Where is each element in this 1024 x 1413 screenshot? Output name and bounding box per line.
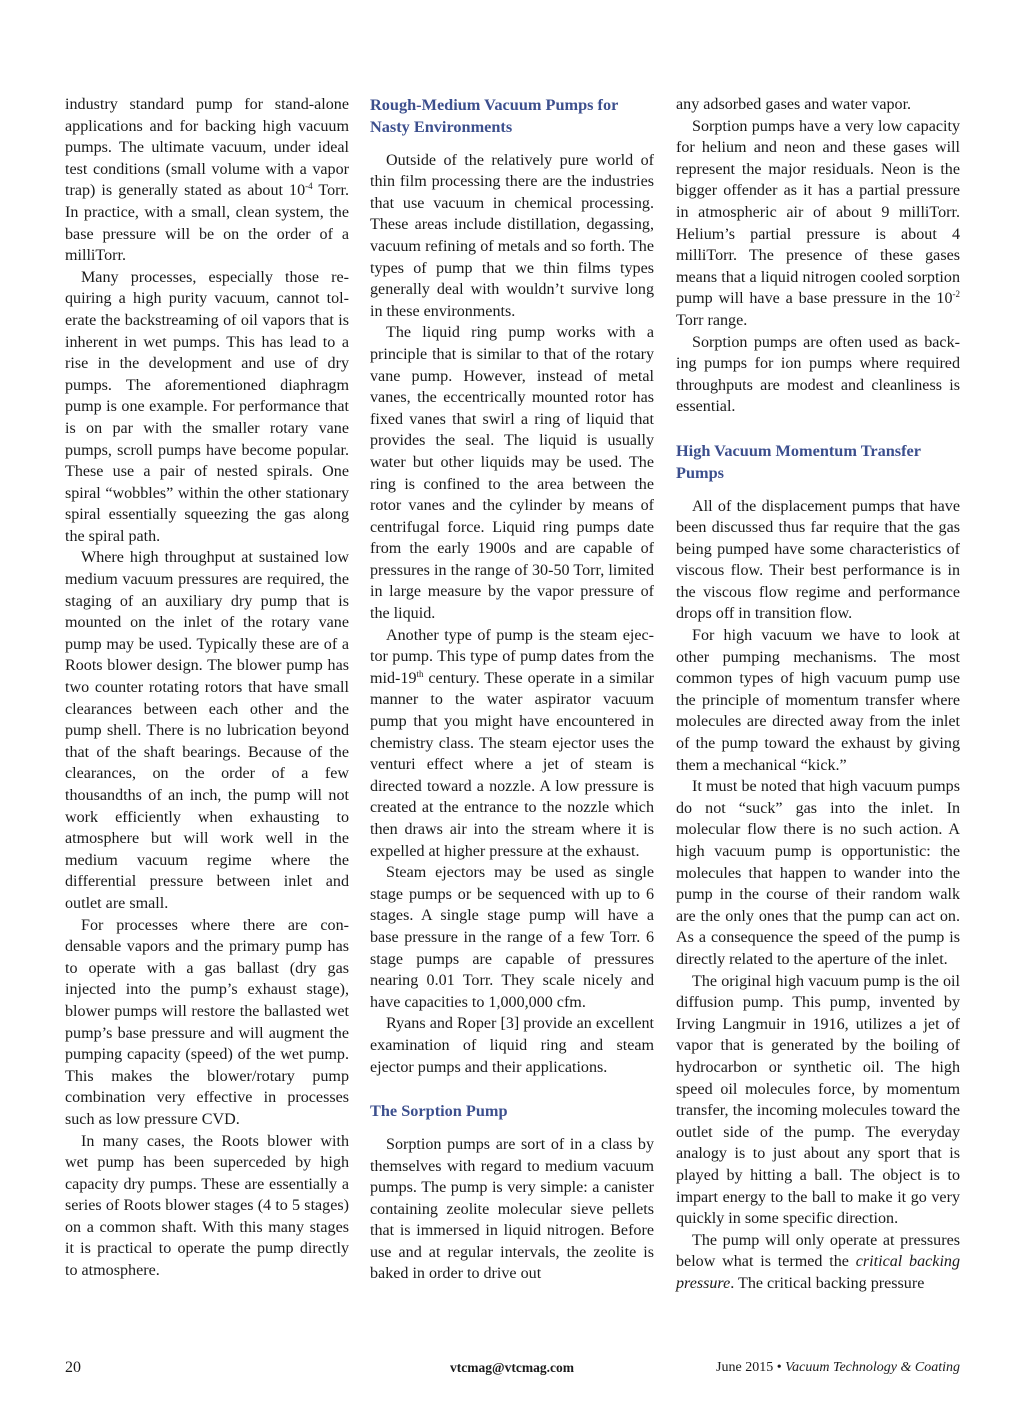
paragraph: For processes where there are condensable vapors and the primary pump has to operate with a gas ballast (dry gas injected into the pump’s exhaust stage), blower pumps will restore the ballasted wet pump’s base pressure and will augment the pumping capacity (speed) of the wet pump. This makes the blower/rotary pump combination very effective in processes such as low pressure CVD. xyxy=(65,916,349,1128)
paragraph xyxy=(370,625,654,863)
paragraph: Outside of the relatively pure world of thin film processing there are the industries that use vacuum in chemical processing. These areas include distillation, degassing, vacuum refining of metals and so forth. The types of pump that we thin films types generally deal with wouldn’t survive long in these environments. xyxy=(370,151,654,320)
paragraph: Sorption pumps are sort of in a class by themselves with regard to medium vacuum pumps. The pump is very simple: a canister containing zeolite molecular sieve pellets that is immersed in liquid nitrogen. Before use and at regular intervals, the zeolite is baked in order to drive out xyxy=(370,1135,654,1283)
section-heading: High Vacuum Momentum Transfer Pumps xyxy=(676,440,921,482)
paragraph: For high vacuum we have to look at other pumping mechanisms. The most common types of high vacuum pump use the principle of momentum transfer where molecules are directed away from the inlet of the pump toward the exhaust by giving them a mechanical “kick.” xyxy=(676,627,960,774)
bullet-separator: • xyxy=(776,1360,782,1375)
paragraph: Ryans and Roper [3] provide an excellent examination of liquid ring and steam ejector pumps and their applications. xyxy=(370,1015,654,1076)
emphasis-term: critical backing pressure xyxy=(676,1253,961,1292)
footer-issue xyxy=(716,1358,960,1378)
paragraph: The liquid ring pump works with a principle that is similar to that of the rotary vane pump. However, instead of metal vanes, the eccentrically mounted rotor has fixed vanes that swirl a ring of liquid that provides the seal. The liquid is usually water but other liquids may be used. The ring is confined to the area between the rotor vanes and the cylinder by means of centrifugal force. Liquid ring pumps date from the early 1900s and are capable of pressures in the range of 30-50 Torr, limited in large measure by the vapor pressure of the liquid. xyxy=(370,324,654,623)
text: The pump will only operate at pressures below what is termed the xyxy=(676,1231,960,1271)
text: century. These operate in a similar manner to the water aspirator vacuum pump that you might have encountered in chemistry class. The steam ejector uses the venturi effect where a jet of steam is directed toward a nozzle. A low pressure is created at the entrance to the nozzle which then draws air into the stream where it is expelled at higher pressure at the exhaust. xyxy=(370,669,654,860)
exponent: -4 xyxy=(305,181,313,192)
column-1 xyxy=(65,94,349,1282)
text: . The critical backing pressure xyxy=(730,1274,925,1292)
footer-email: vtcmag@vtcmag.com xyxy=(450,1360,574,1375)
exponent: -2 xyxy=(952,289,960,300)
paragraph xyxy=(65,94,349,267)
ordinal-superscript: th xyxy=(416,668,424,679)
paragraph xyxy=(676,1230,960,1295)
text: Torr. In practice, with a small, clean system, the base pressure will be on the order of a milliTorr. xyxy=(65,182,349,265)
paragraph: The original high vacuum pump is the oil diffusion pump. This pump, invented by Irving Langmuir in 1916, utilizes a jet of vapor that is generated by the boiling of hydrocarbon or synthetic oil. The high speed oil molecules force, by momentum transfer, the incoming molecules toward the outlet side of the pump. The everyday analogy is to just about any sport that is played by hitting a ball. The object is to impart energy to the ball to make it go very quickly in some specific direction. xyxy=(676,972,960,1228)
paragraph: Sorption pumps are often used as backing pumps for ion pumps where required throughputs are modest and cleanliness is essential. xyxy=(676,333,960,416)
text: industry standard pump for stand-alone applications and for backing high vacuum pumps. The ultimate vacuum, under ideal test conditions (small volume with a vapor trap) is generally stated as about xyxy=(65,96,349,200)
column-2 xyxy=(370,94,654,1285)
page-number: 20 xyxy=(65,1359,81,1376)
paragraph xyxy=(676,116,960,332)
paragraph: Many processes, especially those requiring a high purity vacuum, cannot tolerate the backstreaming of oil vapors that is inherent in wet pumps. This has lead to a rise in the development and use of dry pumps. The aforementioned diaphragm pump is one example. For performance that is on par with the smaller rotary vane pumps, scroll pumps have become popular. These use a pair of nested spirals. One spiral “wobbles” within the other stationary spiral essentially squeezing the gas along the spiral path. xyxy=(65,268,349,545)
text: Sorption pumps have a very low capacity for helium and neon and these gases will represent the major residuals. Neon is the bigger offender as it has a partial pressure in atmospheric air of about 9 milliTorr. Helium’s partial pressure is about 4 milliTorr. The presence of these gases means that a liquid nitrogen cooled sorption pump will have a base pressure in the xyxy=(676,117,960,308)
column-3 xyxy=(676,94,960,1294)
exponent-base: 10 xyxy=(936,290,953,308)
paragraph: Where high throughput at sustained low medium vacuum pressures are required, the staging of an auxiliary dry pump that is mounted on the inlet of the rotary vane pump may be used. Typically these are of a Roots blower design. The blower pump has two counter rotating rotors that have small clearances between each other and the pump shell. There is no lubrication beyond that of the shaft bearings. Because of the clearances, on the order of a few thousandths of an inch, the pump will not work efficiently when exhausting to atmosphere but will work well in the medium vacuum regime where the differential pressure between inlet and outlet are small. xyxy=(65,549,349,912)
section-heading: Rough-Medium Vacuum Pumps for Nasty Environments xyxy=(370,95,619,136)
section-heading: The Sorption Pump xyxy=(370,1101,508,1121)
paragraph: All of the displacement pumps that have been discussed thus far require that the gas being pumped have some characteristics of viscous flow. Their best performance is in the viscous flow regime and performance drops off in transition flow. xyxy=(676,497,960,623)
issue-date: June 2015 xyxy=(716,1360,774,1375)
text: Torr range. xyxy=(676,311,748,329)
text: Another type of pump is the steam ejector pump. This type of pump dates from the mid-19 xyxy=(370,626,654,687)
paragraph: It must be noted that high vacuum pumps do not “suck” gas into the inlet. In molecular flow there is no such action. A high vacuum pump is opportunistic: the molecules that happen to wander into the pump in the course of their random walk are the only ones that the pump can act on. As a consequence the speed of the pump is directly related to the aperture of the inlet. xyxy=(676,778,960,968)
paragraph: Steam ejectors may be used as single stage pumps or be sequenced with up to 6 stages. A single stage pump will have a base pressure in the range of a few Torr. 6 stage pumps are capable of pressures nearing 0.01 Torr. They scale nicely and have capacities to 1,000,000 cfm. xyxy=(370,864,654,1011)
paragraph: any adsorbed gases and water vapor. xyxy=(676,96,912,113)
exponent-base: 10 xyxy=(289,182,306,200)
paragraph: In many cases, the Roots blower with wet pump has been superceded by high capacity dry pumps. These are essentially a series of Roots blower stages (4 to 5 stages) on a common shaft. With this many stages it is practical to operate the pump directly to atmosphere. xyxy=(65,1132,349,1280)
publication-title: Vacuum Technology & Coating xyxy=(785,1360,960,1375)
